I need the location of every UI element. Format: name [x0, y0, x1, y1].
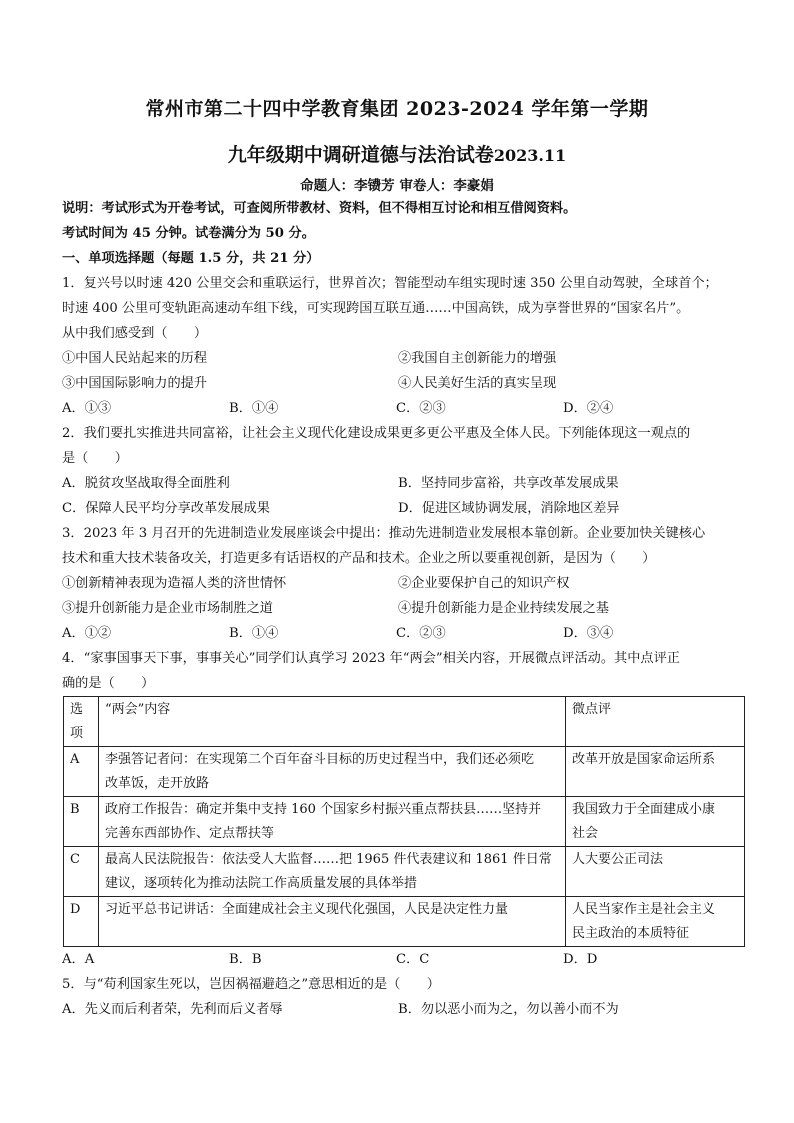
question-stem: 时速 400 公里可变轨距高速动车组下线，可实现跨国互联互通……中国高铁，成为享誉世界的“国家名片”。 — [62, 301, 690, 316]
answer-options — [62, 947, 746, 972]
table-header-comment: 微点评 — [566, 697, 745, 747]
cell-text: 人大要公正司法 — [572, 852, 664, 867]
row-option: A — [64, 747, 99, 797]
cell-text: 最高人民法院报告：依法受人大监督……把 1965 件代表建议和 1861 件日常 — [105, 852, 552, 867]
row-content — [99, 797, 566, 847]
cell-text: 改革开放是国家命运所系 — [572, 752, 716, 767]
cell-text: 社会 — [572, 826, 599, 841]
statement-item: ③中国国际影响力的提升 — [62, 376, 208, 391]
question-4 — [62, 646, 746, 972]
exam-title-line1: 常州市第二十四中学教育集团 2023-2024 学年第一学期 — [145, 98, 649, 120]
statement-row — [62, 346, 746, 371]
cell-text: 李强答记者问：在实现第二个百年奋斗目标的历史过程当中，我们还必须吃 — [105, 752, 535, 767]
answer-option: B．坚持同步富裕，共享改革发展成果 — [398, 476, 619, 491]
cell-text: 政府工作报告：确定并集中支持 160 个国家乡村振兴重点帮扶县……坚持并 — [105, 802, 542, 817]
statement-item: ②企业要保护自己的知识产权 — [398, 576, 570, 591]
question-stem: 确的是（ ） — [62, 676, 155, 691]
cell-text: 完善东西部协作、定点帮扶等 — [105, 826, 275, 841]
row-comment — [566, 847, 745, 897]
answer-option: D．③④ — [563, 626, 614, 641]
answer-option: D．D — [563, 952, 598, 967]
question-stem: 1．复兴号以时速 420 公里交会和重联运行，世界首次；智能型动车组实现时速 350 公里自动驾驶，全球首个； — [62, 276, 718, 291]
question-stem: 3．2023 年 3 月召开的先进制造业发展座谈会中提出：推动先进制造业发展根本靠创新。企业要加快关键核心 — [62, 526, 706, 541]
row-comment — [566, 797, 745, 847]
table-header-row — [64, 697, 745, 747]
table-header-option — [64, 697, 99, 747]
statement-row — [62, 596, 746, 621]
statement-item: ④提升创新能力是企业持续发展之基 — [398, 601, 609, 616]
cell-text: 改革饭，走开放路 — [105, 776, 210, 791]
question-3 — [62, 521, 746, 646]
question-stem: 5．与“苟利国家生死以，岂因祸福避趋之”意思相近的是（ ） — [62, 977, 440, 992]
exam-body — [62, 196, 746, 1022]
answer-option: A．先义而后利者荣，先利而后义者辱 — [62, 1002, 283, 1017]
statement-item: ①中国人民站起来的历程 — [62, 351, 208, 366]
question-1 — [62, 271, 746, 421]
answer-option: B．①④ — [229, 401, 279, 416]
header-text: 项 — [70, 726, 84, 741]
exam-title-text: 九年级期中调研道德与法治试卷 — [227, 144, 494, 166]
answer-options — [62, 621, 746, 646]
instructions-line2: 考试时间为 45 分钟。试卷满分为 50 分。 — [62, 226, 315, 241]
table-row — [64, 897, 745, 947]
question-stem: 2．我们要扎实推进共同富裕，让社会主义现代化建设成果更多更公平惠及全体人民。下列能体现这一观点的 — [62, 426, 691, 441]
question-stem: 4．“家事国事天下事，事事关心”同学们认真学习 2023 年“两会”相关内容，开展微点评活动。其中点评正 — [62, 651, 680, 666]
instructions-line1: 说明：考试形式为开卷考试，可查阅所带教材、资料，但不得相互讨论和相互借阅资料。 — [62, 201, 577, 216]
answer-option: C．②③ — [396, 401, 446, 416]
cell-text: 习近平总书记讲话：全面建成社会主义现代化强国，人民是决定性力量 — [105, 902, 509, 917]
exam-title-line2 — [0, 140, 794, 167]
table-header-content: “两会”内容 — [99, 697, 566, 747]
header-text: 选 — [70, 702, 84, 717]
answer-row — [62, 997, 746, 1022]
answer-row — [62, 471, 746, 496]
cell-text: 民主政治的本质特征 — [572, 926, 690, 941]
question-stem: 从中我们感受到（ ） — [62, 326, 208, 341]
answer-option: C．C — [396, 952, 430, 967]
row-option: C — [64, 847, 99, 897]
cell-text: 建议，逐项转化为推动法院工作高质量发展的具体举措 — [105, 876, 418, 891]
answer-option: A．A — [62, 952, 95, 967]
row-content — [99, 747, 566, 797]
answer-option: C．保障人民平均分享改革发展成果 — [62, 501, 270, 516]
answer-row — [62, 496, 746, 521]
statement-item: ②我国自主创新能力的增强 — [398, 351, 557, 366]
statement-item: ③提升创新能力是企业市场制胜之道 — [62, 601, 273, 616]
exam-date: 2023.11 — [493, 146, 567, 165]
question-5 — [62, 972, 746, 1022]
statement-row — [62, 371, 746, 396]
row-content — [99, 847, 566, 897]
answer-option: A．①② — [62, 626, 112, 641]
section-heading: 一、单项选择题（每题 1.5 分，共 21 分） — [62, 251, 320, 266]
row-comment — [566, 897, 745, 947]
answer-option: A．①③ — [62, 401, 112, 416]
answer-option: B．B — [229, 952, 262, 967]
answer-option: C．②③ — [396, 626, 446, 641]
answer-option: B．①④ — [229, 626, 279, 641]
table-row — [64, 797, 745, 847]
statement-item: ①创新精神表现为造福人类的济世情怀 — [62, 576, 287, 591]
exam-authors: 命题人：李镄芳 审卷人：李豪娟 — [300, 178, 494, 194]
row-content — [99, 897, 566, 947]
question-stem: 技术和重大技术装备攻关，打造更多有话语权的产品和技术。企业之所以要重视创新，是因为（ ） — [62, 551, 656, 566]
answer-option: D．促进区域协调发展，消除地区差异 — [398, 501, 620, 516]
row-option: D — [64, 897, 99, 947]
statement-row — [62, 571, 746, 596]
answer-option: A．脱贫攻坚战取得全面胜利 — [62, 476, 230, 491]
row-comment — [566, 747, 745, 797]
table-row — [64, 747, 745, 797]
answer-option: D．②④ — [563, 401, 614, 416]
answer-option: B．勿以恶小而为之，勿以善小而不为 — [398, 1002, 619, 1017]
cell-text: 我国致力于全面建成小康 — [572, 802, 716, 817]
question-stem: 是（ ） — [62, 451, 128, 466]
answer-options — [62, 396, 746, 421]
question-table — [63, 696, 745, 947]
statement-item: ④人民美好生活的真实呈现 — [398, 376, 557, 391]
cell-text: 人民当家作主是社会主义 — [572, 902, 716, 917]
row-option: B — [64, 797, 99, 847]
question-2 — [62, 421, 746, 521]
table-row — [64, 847, 745, 897]
